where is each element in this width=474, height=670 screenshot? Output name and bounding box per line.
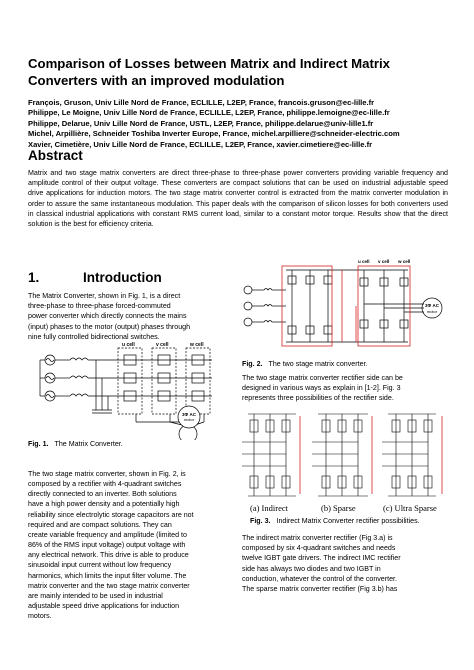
figure-1-schematic xyxy=(36,340,232,440)
section-number: 1. xyxy=(28,270,40,285)
text-line: designed in various ways as explain in [1-2]. Fig. 3 xyxy=(242,384,401,393)
text-line: (input) phases to the motor (output) phases through xyxy=(28,322,191,331)
paper-title: Comparison of Losses between Matrix and Indirect Matrix Converters with an improved modulation xyxy=(28,56,390,88)
motor-label: motor xyxy=(183,417,195,422)
text-line: harmonics, which limits the input filter volume. The xyxy=(28,571,187,580)
caption-text: The Matrix Converter. xyxy=(54,440,123,448)
author-line: François, Gruson, Univ Lille Nord de France, ECLILLE, L2EP, France, francois.gruson@ec-lille.fr xyxy=(28,98,375,107)
cell-label-w: w cell xyxy=(398,259,411,264)
text-line: The sparse matrix converter rectifier (Fig 3.b) has xyxy=(242,585,398,594)
text-line: 86% of the RMS input voltage) output voltage with xyxy=(28,541,186,550)
author-line: Philippe, Delarue, Univ Lille Nord de France, USTL, L2EP, France, philippe.delarue@univ-lille1.fr xyxy=(28,118,374,128)
author-line: Xavier, Cimetière, Univ Lille Nord de France, ECLILLE, L2EP, France, xavier.cimetiere@ec-lille.fr xyxy=(28,139,373,149)
figure-3c-label: (c) Ultra Sparse xyxy=(383,503,437,513)
figure-2-schematic xyxy=(238,256,452,356)
author-line: Michel, Arpillière, Schneider Toshiba Inverter Europe, France, michel.arpilliere@schneider-electric.com xyxy=(28,129,400,139)
text-line: composed by a rectifier with 4-quadrant switches xyxy=(28,480,182,489)
text-line: are mainly intended to be used in industrial xyxy=(28,591,163,600)
abstract-heading: Abstract xyxy=(28,148,83,163)
cell-label-v: v cell xyxy=(156,342,169,348)
author-list xyxy=(28,98,453,150)
right-paragraph-1 xyxy=(242,373,450,404)
text-line: required and are compact solutions. They can xyxy=(28,520,172,529)
section-heading-introduction xyxy=(28,270,162,285)
intro-paragraph-1 xyxy=(28,291,232,342)
text-line: reliability since electrolytic storage capacitors are not xyxy=(28,510,194,519)
cell-label-u: u cell xyxy=(122,342,135,348)
text-line: conduction, whatever the control of the converter. xyxy=(242,574,397,583)
abstract-text: Matrix and two stage matrix converters are direct three-phase to three-phase power converters providing variable frequency and amplitude control of their output voltage. These converters are compact solutions that can be used on industrial adjustable speed drive applications for induction motors. The two stage matrix converter control is extracted from the matrix converter modulation in order to assure the same instantaneous modulation. This paper deals with the comparison of silicon losses for both converters used in classical industrial applications with constant RMS current load, similar to a constant motor torque. Results show that the direct solution is the best for efficiency criteria. xyxy=(28,169,448,229)
figure-3-schematic xyxy=(240,404,452,508)
figure-1-motor xyxy=(176,404,202,430)
text-line: power converter which directly connects the mains xyxy=(28,312,187,321)
figure-label: Fig. 3. xyxy=(250,517,271,525)
figure-3-caption xyxy=(250,517,420,525)
text-line: motors. xyxy=(28,612,52,621)
text-line: directly connected to an inverter. Both solutions xyxy=(28,490,177,499)
caption-text: The two stage matrix converter. xyxy=(268,360,368,368)
text-line: three-phase to three-phase forced-commuted xyxy=(28,302,171,311)
text-line: create variable frequency and amplitude (limited to xyxy=(28,530,187,539)
text-line: composed by six 4-quadrant switches and needs xyxy=(242,544,396,553)
text-line: sinusoidal input current without low frequency xyxy=(28,561,172,570)
text-line: side has always two diodes and two IGBT in xyxy=(242,564,381,573)
text-line: The two stage matrix converter rectifier side can be xyxy=(242,374,403,382)
cell-label-u: u cell xyxy=(358,259,370,264)
motor-label: 3Φ AC xyxy=(182,412,196,417)
figure-2-caption xyxy=(242,360,367,368)
figure-3b-label: (b) Sparse xyxy=(321,503,356,513)
figure-1-caption xyxy=(28,440,123,448)
text-line: represents three possibilities of the rectifier side. xyxy=(242,394,394,403)
text-line: nine fully controlled bidirectional switches. xyxy=(28,332,160,341)
author-line: Philippe, Le Moigne, Univ Lille Nord de France, ECLILLE, L2EP, France, philippe.lemoigne@ec-lille.fr xyxy=(28,108,390,118)
right-paragraph-2 xyxy=(242,533,450,594)
figure-label: Fig. 1. xyxy=(28,440,49,448)
text-line: have a high power density and a potentially high xyxy=(28,500,180,509)
text-line: matrix converter and the two stage matrix converter xyxy=(28,581,190,590)
figure-3a-label: (a) Indirect xyxy=(250,503,288,513)
text-line: The indirect matrix converter rectifier (Fig 3.a) is xyxy=(242,534,393,542)
cell-label-w: w cell xyxy=(190,342,204,348)
motor-label: 3Φ AC xyxy=(425,303,439,308)
text-line: adjustable speed drive applications for induction xyxy=(28,602,180,611)
text-line: The Matrix Converter, shown in Fig. 1, is a direct xyxy=(28,292,181,300)
caption-text: Indirect Matrix Converter rectifier possibilities. xyxy=(276,517,420,525)
text-line: The two stage matrix converter, shown in Fig. 2, is xyxy=(28,470,186,478)
motor-label: motor xyxy=(426,309,438,314)
text-line: twelve IGBT gate drivers. The indirect IMC rectifier xyxy=(242,554,401,563)
figure-label: Fig. 2. xyxy=(242,360,263,368)
text-line: any electrical network. This drive is able to produce xyxy=(28,551,189,560)
intro-paragraph-2 xyxy=(28,469,232,621)
cell-label-v: v cell xyxy=(378,259,390,264)
section-title: Introduction xyxy=(83,270,162,285)
